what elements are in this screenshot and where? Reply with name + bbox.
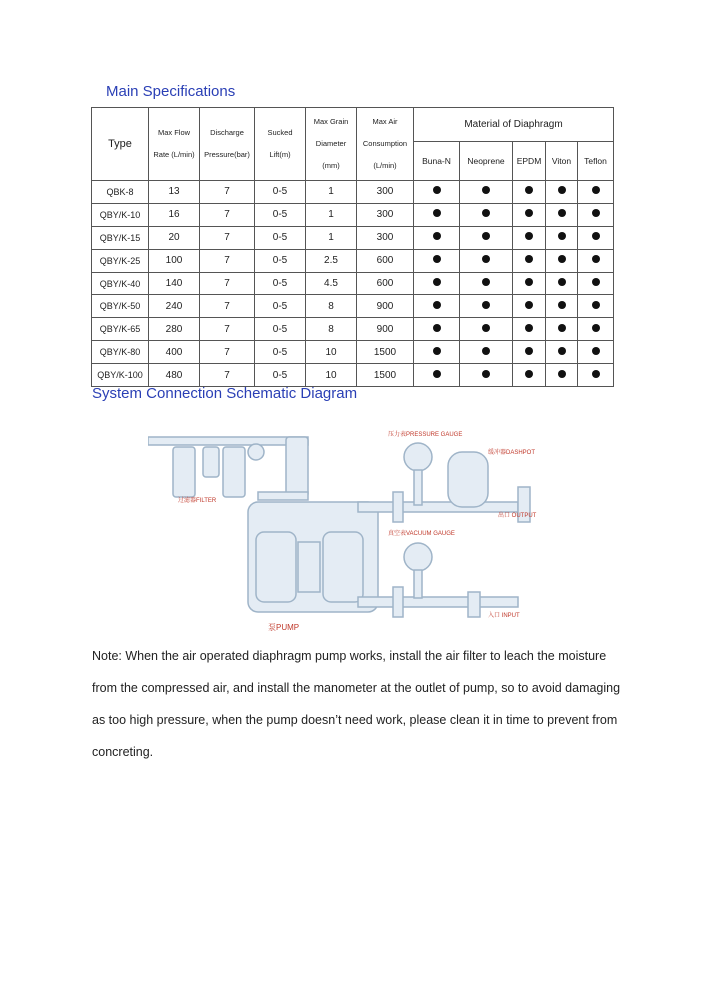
regulator-unit bbox=[203, 447, 219, 477]
bullet-icon bbox=[482, 209, 490, 217]
cell-grain: 10 bbox=[306, 341, 357, 364]
cell-type: QBY/K-65 bbox=[92, 318, 149, 341]
label-pump: 泵PUMP bbox=[268, 623, 300, 632]
bullet-icon bbox=[525, 301, 533, 309]
cell-pressure: 7 bbox=[200, 203, 255, 226]
cell-material-mark bbox=[460, 203, 513, 226]
bullet-icon bbox=[525, 186, 533, 194]
bullet-icon bbox=[558, 301, 566, 309]
cell-air: 300 bbox=[357, 226, 414, 249]
cell-air: 900 bbox=[357, 295, 414, 318]
cell-pressure: 7 bbox=[200, 181, 255, 204]
header-type: Type bbox=[92, 108, 149, 181]
cell-grain: 1 bbox=[306, 226, 357, 249]
bullet-icon bbox=[482, 347, 490, 355]
header-max-flow-line1: Max Flow bbox=[157, 128, 191, 137]
cell-lift: 0-5 bbox=[255, 203, 306, 226]
cell-material-mark bbox=[414, 318, 460, 341]
bullet-icon bbox=[525, 347, 533, 355]
cell-grain: 4.5 bbox=[306, 272, 357, 295]
output-pipe bbox=[358, 502, 518, 512]
header-grain-line3: (mm) bbox=[322, 161, 340, 170]
note-paragraph: Note: When the air operated diaphragm pump works, install the air filter to leach the moisture from the compressed air, and install the manometer at the outlet of pump, so to avoid damaging as too high pressure, when the pump doesn’t need work, please clean it in time to prevent from concreting. bbox=[92, 649, 621, 759]
cell-lift: 0-5 bbox=[255, 295, 306, 318]
bullet-icon bbox=[482, 301, 490, 309]
bullet-icon bbox=[592, 186, 600, 194]
cell-material-mark bbox=[460, 181, 513, 204]
header-air-line1: Max Air bbox=[372, 117, 398, 126]
header-max-flow bbox=[149, 108, 200, 181]
header-viton: Viton bbox=[546, 142, 578, 181]
cell-grain: 10 bbox=[306, 364, 357, 387]
cell-grain: 8 bbox=[306, 295, 357, 318]
bullet-icon bbox=[592, 301, 600, 309]
cell-type: QBY/K-15 bbox=[92, 226, 149, 249]
cell-pressure: 7 bbox=[200, 341, 255, 364]
bullet-icon bbox=[482, 255, 490, 263]
cell-material-mark bbox=[414, 249, 460, 272]
cell-material-mark bbox=[460, 341, 513, 364]
cell-air: 1500 bbox=[357, 341, 414, 364]
cell-flow: 20 bbox=[149, 226, 200, 249]
table-row bbox=[92, 181, 614, 204]
cell-pressure: 7 bbox=[200, 295, 255, 318]
schematic-heading: System Connection Schematic Diagram bbox=[92, 385, 358, 402]
vacuum-gauge bbox=[404, 543, 432, 571]
cell-material-mark bbox=[546, 249, 578, 272]
bullet-icon bbox=[592, 278, 600, 286]
cell-material-mark bbox=[513, 295, 546, 318]
label-output: 出口 OUTPUT bbox=[498, 513, 537, 519]
table-row bbox=[92, 295, 614, 318]
bullet-icon bbox=[433, 186, 441, 194]
cell-lift: 0-5 bbox=[255, 181, 306, 204]
air-drop bbox=[258, 492, 308, 500]
cell-material-mark bbox=[578, 272, 614, 295]
input-valve bbox=[468, 592, 480, 617]
bullet-icon bbox=[482, 278, 490, 286]
cell-air: 300 bbox=[357, 181, 414, 204]
header-material: Material of Diaphragm bbox=[414, 108, 614, 142]
header-air-line2: Consumption bbox=[362, 139, 408, 148]
cell-pressure: 7 bbox=[200, 272, 255, 295]
cell-grain: 2.5 bbox=[306, 249, 357, 272]
cell-type: QBY/K-40 bbox=[92, 272, 149, 295]
bullet-icon bbox=[433, 347, 441, 355]
cell-type: QBY/K-25 bbox=[92, 249, 149, 272]
label-dashpot: 缓冲器DASHPOT bbox=[488, 450, 536, 456]
cell-pressure: 7 bbox=[200, 226, 255, 249]
bullet-icon bbox=[433, 278, 441, 286]
header-sucked-line1: Sucked bbox=[267, 128, 293, 137]
header-max-air bbox=[357, 108, 414, 181]
vacuum-gauge-stem bbox=[414, 570, 422, 598]
cell-pressure: 7 bbox=[200, 249, 255, 272]
bullet-icon bbox=[558, 324, 566, 332]
cell-grain: 8 bbox=[306, 318, 357, 341]
bullet-icon bbox=[558, 255, 566, 263]
header-buna-n: Buna-N bbox=[414, 142, 460, 181]
cell-material-mark bbox=[546, 203, 578, 226]
input-pipe bbox=[358, 597, 518, 607]
bullet-icon bbox=[558, 232, 566, 240]
cell-flow: 100 bbox=[149, 249, 200, 272]
bullet-icon bbox=[525, 255, 533, 263]
cell-flow: 280 bbox=[149, 318, 200, 341]
cell-lift: 0-5 bbox=[255, 364, 306, 387]
bullet-icon bbox=[592, 232, 600, 240]
cell-material-mark bbox=[578, 249, 614, 272]
filter-unit-2 bbox=[223, 447, 245, 497]
cell-material-mark bbox=[460, 318, 513, 341]
cell-material-mark bbox=[546, 295, 578, 318]
cell-lift: 0-5 bbox=[255, 226, 306, 249]
header-teflon: Teflon bbox=[578, 142, 614, 181]
table-row bbox=[92, 318, 614, 341]
pressure-gauge bbox=[404, 443, 432, 471]
cell-flow: 13 bbox=[149, 181, 200, 204]
label-pressure-gauge: 压力表PRESSURE GAUGE bbox=[388, 432, 463, 438]
cell-pressure: 7 bbox=[200, 318, 255, 341]
header-max-flow-line2: Rate (L/min) bbox=[153, 150, 195, 159]
cell-lift: 0-5 bbox=[255, 272, 306, 295]
bullet-icon bbox=[525, 278, 533, 286]
label-vacuum-gauge: 真空表VACUUM GAUGE bbox=[388, 531, 455, 537]
bullet-icon bbox=[558, 347, 566, 355]
header-epdm: EPDM bbox=[513, 142, 546, 181]
cell-air: 300 bbox=[357, 203, 414, 226]
cell-material-mark bbox=[513, 249, 546, 272]
cell-material-mark bbox=[513, 203, 546, 226]
cell-type: QBY/K-10 bbox=[92, 203, 149, 226]
cell-material-mark bbox=[578, 318, 614, 341]
cell-air: 900 bbox=[357, 318, 414, 341]
header-air-line3: (L/min) bbox=[373, 161, 397, 170]
cell-material-mark bbox=[578, 203, 614, 226]
dashpot-tank bbox=[448, 452, 488, 507]
cell-air: 600 bbox=[357, 272, 414, 295]
cell-lift: 0-5 bbox=[255, 341, 306, 364]
cell-material-mark bbox=[414, 181, 460, 204]
pump-center-block bbox=[298, 542, 320, 592]
table-row bbox=[92, 203, 614, 226]
filter-unit-1 bbox=[173, 447, 195, 497]
main-specifications-heading: Main Specifications bbox=[106, 83, 236, 100]
bullet-icon bbox=[525, 324, 533, 332]
bullet-icon bbox=[592, 324, 600, 332]
bullet-icon bbox=[433, 232, 441, 240]
header-max-grain bbox=[306, 108, 357, 181]
header-discharge-line1: Discharge bbox=[210, 128, 244, 137]
cell-flow: 16 bbox=[149, 203, 200, 226]
cell-flow: 240 bbox=[149, 295, 200, 318]
header-sucked-line2: Lift(m) bbox=[269, 150, 291, 159]
bullet-icon bbox=[592, 255, 600, 263]
cell-air: 600 bbox=[357, 249, 414, 272]
bullet-icon bbox=[558, 370, 566, 378]
label-filter: 过滤器FILTER bbox=[178, 498, 217, 504]
system-connection-diagram bbox=[148, 412, 578, 637]
bullet-icon bbox=[482, 232, 490, 240]
bullet-icon bbox=[525, 370, 533, 378]
cell-type: QBY/K-50 bbox=[92, 295, 149, 318]
cell-material-mark bbox=[513, 181, 546, 204]
header-discharge bbox=[200, 108, 255, 181]
cell-material-mark bbox=[414, 341, 460, 364]
air-line bbox=[148, 437, 308, 445]
cell-type: QBY/K-80 bbox=[92, 341, 149, 364]
cell-material-mark bbox=[460, 272, 513, 295]
bullet-icon bbox=[558, 278, 566, 286]
cell-material-mark bbox=[414, 295, 460, 318]
bullet-icon bbox=[433, 324, 441, 332]
cell-material-mark bbox=[460, 226, 513, 249]
cell-material-mark bbox=[546, 181, 578, 204]
air-riser bbox=[286, 437, 308, 497]
header-sucked-lift bbox=[255, 108, 306, 181]
bullet-icon bbox=[482, 324, 490, 332]
cell-material-mark bbox=[546, 364, 578, 387]
cell-flow: 400 bbox=[149, 341, 200, 364]
cell-material-mark bbox=[513, 226, 546, 249]
cell-pressure: 7 bbox=[200, 364, 255, 387]
bullet-icon bbox=[433, 301, 441, 309]
cell-material-mark bbox=[460, 364, 513, 387]
cell-material-mark bbox=[460, 249, 513, 272]
bullet-icon bbox=[558, 186, 566, 194]
cell-material-mark bbox=[513, 272, 546, 295]
bullet-icon bbox=[482, 370, 490, 378]
pump-chamber-left bbox=[256, 532, 296, 602]
cell-material-mark bbox=[546, 226, 578, 249]
table-row bbox=[92, 226, 614, 249]
header-grain-line1: Max Grain bbox=[313, 117, 349, 126]
header-neoprene: Neoprene bbox=[460, 142, 513, 181]
bullet-icon bbox=[482, 186, 490, 194]
table-row bbox=[92, 341, 614, 364]
bullet-icon bbox=[433, 370, 441, 378]
cell-material-mark bbox=[546, 272, 578, 295]
cell-material-mark bbox=[414, 226, 460, 249]
cell-type: QBY/K-100 bbox=[92, 364, 149, 387]
table-row bbox=[92, 272, 614, 295]
table-row bbox=[92, 364, 614, 387]
input-flange-1 bbox=[393, 587, 403, 617]
pressure-gauge-stem bbox=[414, 470, 422, 505]
bullet-icon bbox=[525, 232, 533, 240]
cell-lift: 0-5 bbox=[255, 318, 306, 341]
bullet-icon bbox=[558, 209, 566, 217]
bullet-icon bbox=[433, 255, 441, 263]
cell-material-mark bbox=[578, 364, 614, 387]
cell-material-mark bbox=[414, 203, 460, 226]
table-row bbox=[92, 249, 614, 272]
cell-material-mark bbox=[578, 181, 614, 204]
cell-material-mark bbox=[578, 295, 614, 318]
label-input: 入口 INPUT bbox=[488, 613, 520, 619]
cell-material-mark bbox=[546, 318, 578, 341]
cell-flow: 480 bbox=[149, 364, 200, 387]
bullet-icon bbox=[592, 347, 600, 355]
cell-grain: 1 bbox=[306, 203, 357, 226]
specifications-table bbox=[91, 107, 614, 387]
pump-chamber-right bbox=[323, 532, 363, 602]
bullet-icon bbox=[592, 209, 600, 217]
cell-material-mark bbox=[460, 295, 513, 318]
cell-material-mark bbox=[414, 364, 460, 387]
header-grain-line2: Diameter bbox=[315, 139, 347, 148]
cell-material-mark bbox=[414, 272, 460, 295]
cell-material-mark bbox=[578, 226, 614, 249]
cell-material-mark bbox=[578, 341, 614, 364]
bullet-icon bbox=[433, 209, 441, 217]
cell-grain: 1 bbox=[306, 181, 357, 204]
bullet-icon bbox=[592, 370, 600, 378]
output-flange-1 bbox=[393, 492, 403, 522]
cell-material-mark bbox=[513, 364, 546, 387]
header-discharge-line2: Pressure(bar) bbox=[204, 150, 250, 159]
cell-air: 1500 bbox=[357, 364, 414, 387]
cell-material-mark bbox=[513, 341, 546, 364]
cell-lift: 0-5 bbox=[255, 249, 306, 272]
cell-type: QBK-8 bbox=[92, 181, 149, 204]
cell-material-mark bbox=[546, 341, 578, 364]
lubricator-knob bbox=[248, 444, 264, 460]
bullet-icon bbox=[525, 209, 533, 217]
cell-material-mark bbox=[513, 318, 546, 341]
cell-flow: 140 bbox=[149, 272, 200, 295]
